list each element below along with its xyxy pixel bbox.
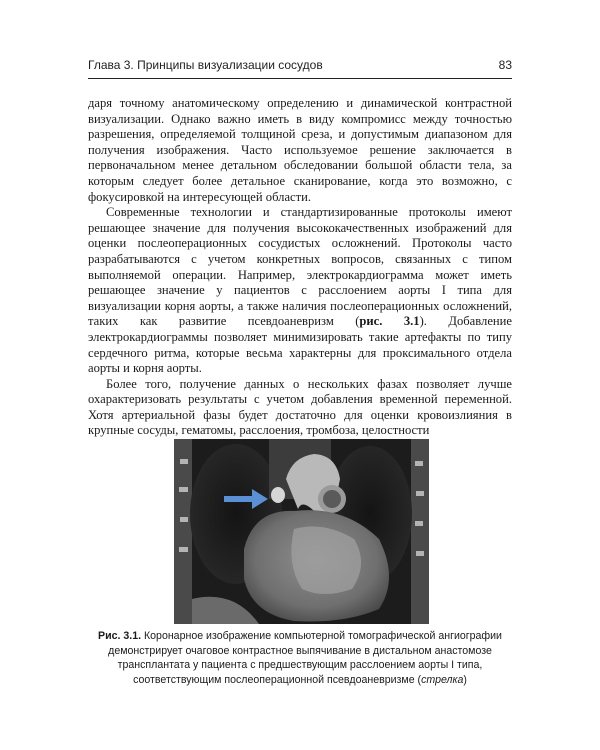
ct-angiography-image [174, 439, 429, 624]
figure-reference: рис. 3.1 [359, 314, 420, 329]
chapter-title: Глава 3. Принципы визуализации сосудов [88, 58, 323, 72]
caption-text: Коронарное изображение компьютерной томографической ангиографии демонстрирует очаговое контрастное выпячивание в дистальном анастомозе трансплантата у пациента с предшествующим расслоением аорты I типа, соответствующим послеоперационной псевдоаневризме ( [108, 630, 502, 686]
paragraph [88, 205, 512, 377]
paragraph-text: ). Добавление электрокардиограммы позволяет минимизировать такие артефакты по типу сердечного ритма, которые весьма характерны для проксимального отдела аорты и корня аорты. [88, 314, 512, 376]
paragraph-text: Современные технологии и стандартизированные протоколы имеют решающее значение для получения высококачественных изображений для оценки послеоперационных сосудистых осложнений. Протоколы часто разрабатываются с учетом конкретных вопросов, связанных с типом выполняемой операции. Например, электрокардиограмма может иметь решающее значение у пациентов с расслоением аорты I типа для визуализации корня аорты, а также наличия послеоперационных осложнений, таких как развитие псевдоаневризм ( [88, 205, 512, 329]
body-text [88, 96, 512, 439]
running-header [88, 58, 512, 76]
paragraph: Более того, получение данных о нескольких фазах позволяет лучше охарактеризовать результаты с учетом добавления временной переменной. Хотя артериальной фазы будет достаточно для оценки кровоизлияния в крупные сосуды, гематомы, расслоения, тромбоза, целостности [88, 376, 512, 438]
header-rule [88, 78, 512, 79]
figure-caption [88, 629, 512, 687]
caption-label: Рис. 3.1. [98, 630, 142, 642]
page-number: 83 [498, 58, 512, 72]
ct-scan-illustration [174, 439, 429, 624]
caption-italic: стрелка [421, 673, 464, 686]
caption-end: ) [463, 673, 467, 686]
paragraph: даря точному анатомическому определению и динамической контрастной визуализации. Однако важно иметь в виду компромисс между точностью разрешения, определяемой толщиной среза, и допустимым диапазоном для получения изображения. Часто используемое решение заключается в первоначальном менее детальном обследовании большой области тела, за которым следует более детальное сканирование, когда это возможно, с фокусировкой на интересующей области. [88, 96, 512, 204]
